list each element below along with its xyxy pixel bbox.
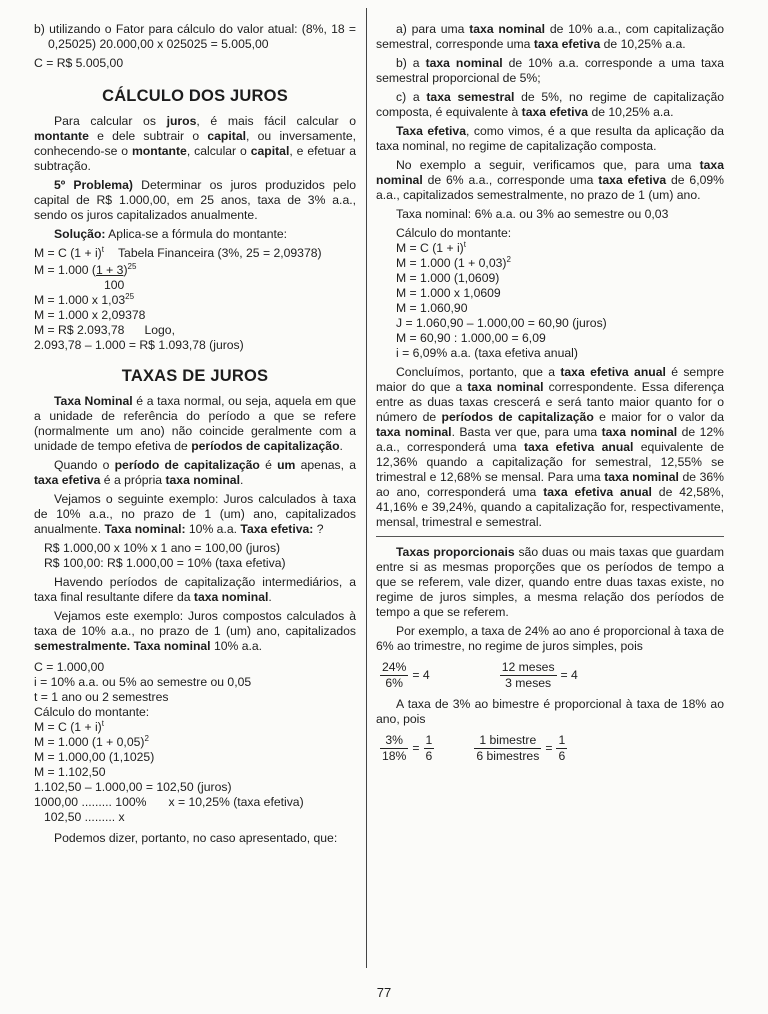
fraction bbox=[556, 733, 567, 764]
page-number: 77 bbox=[376, 985, 392, 1000]
calc-line-6: 2.093,78 – 1.000 = R$ 1.093,78 (juros) bbox=[34, 338, 244, 352]
ex2-m5: 1.102,50 – 1.000,00 = 102,50 (juros) bbox=[34, 780, 232, 794]
denominator: 6% bbox=[385, 676, 404, 690]
column-divider bbox=[366, 8, 367, 968]
ex2-m6: 1000,00 ......... 100% x = 10,25% (taxa efetiva) bbox=[34, 795, 304, 809]
final-paragraph: Podemos dizer, portanto, no caso apresentado, que: bbox=[54, 831, 338, 845]
right-column bbox=[376, 22, 724, 770]
denominator: 6 bbox=[558, 749, 566, 763]
ex2-m2: M = 1.000 $(1 + 0,05)^2$ bbox=[34, 733, 149, 749]
ex2-m7: 102,50 ......... x bbox=[44, 810, 125, 824]
heading-taxas-juros: TAXAS DE JUROS bbox=[121, 367, 269, 385]
problema-5: 5º Problema) Determinar os juros produzidos pelo capital de R$ 1.000,00, em 25 anos, taxa de 3% a.a., sendo os juros capitalizados anualmente. bbox=[34, 178, 356, 222]
proporcionais-paragraph: Taxas proporcionais são duas ou mais taxas que guardam entre si as mesmas proporções que os períodos de tempo a que se referem, vale dizer, quando entre duas taxas existe, no regime de juros simples, a mesma relação dos períodos de tempo a que se referem. bbox=[376, 545, 724, 619]
rc-l8: i = 6,09% a.a. (taxa efetiva anual) bbox=[396, 346, 578, 360]
item-b: b) utilizando o Fator para cálculo do valor atual: (8%, 18 = 0,25025) 20.000,00 x 025025 = 5.005,00 bbox=[34, 22, 356, 51]
section-rule bbox=[376, 536, 724, 537]
item-c-right: c) a taxa semestral de 5%, no regime de capitalização composta, é equivalente à taxa efetiva de 10,25% a.a. bbox=[376, 90, 724, 119]
ex2-calc-title: Cálculo do montante: bbox=[34, 705, 150, 719]
concluimos-paragraph: Concluímos, portanto, que a taxa efetiva anual é sempre maior do que a taxa nominal correspondente. Essa diferença entre as duas taxas crescerá e será tanto maior quanto for o número de períodos de capitalização e maior for o valor da taxa nominal. Basta ver que, para uma taxa nominal de 12% a.a., corresponderá uma taxa efetiva anual equivalente de 12,36% quando a capitalização for semestral, 12,55% se trimestral e 12,68% se mensal. Para uma taxa nominal de 36% ao ano, corresponderá uma taxa efetiva anual de 42,58%, 41,16% e 39,24%, quando a capitalização for, respectivamente, mensal, trimestral e semestral. bbox=[376, 365, 725, 529]
heading-calculo-juros: CÁLCULO DOS JUROS bbox=[102, 87, 288, 105]
por-exemplo-paragraph: Por exemplo, a taxa de 24% ao ano é proporcional à taxa de 6% ao trimestre, no regime de juros simples, pois bbox=[376, 624, 724, 653]
exemplo-right: No exemplo a seguir, verificamos que, para uma taxa nominal de 6% a.a., corresponde uma taxa efetiva de 6,09% a.a., capitalizados semestralmente, no prazo de 1 (um) ano. bbox=[376, 158, 724, 202]
ex2-m3: M = 1.000,00 (1,1025) bbox=[34, 750, 155, 764]
rc-l7: M = 60,90 : 1.000,00 = 6,09 bbox=[396, 331, 546, 345]
fraction-24-6 bbox=[380, 660, 430, 691]
calc-line-2-den: 100 bbox=[104, 278, 125, 292]
taxa-nominal-line: Taxa nominal: 6% a.a. ou 3% ao semestre ou 0,03 bbox=[396, 207, 669, 221]
numerator: 24% bbox=[382, 660, 407, 674]
numerator: 1 bbox=[425, 733, 433, 747]
juros-intro: Para calcular os juros, é mais fácil calcular o montante e dele subtrair o capital, ou inversamente, conhecendo-se o montante, calcular o capital, e efetuar a subtração. bbox=[34, 114, 357, 173]
equals-sign: = bbox=[412, 741, 420, 755]
ex1-line-2: R$ 100,00: R$ 1.000,00 = 10% (taxa efetiva) bbox=[44, 556, 286, 570]
calc-line-1: M = C $(1 + i)^t$ Tabela Financeira (3%, 25 = 2,09378) bbox=[34, 244, 322, 260]
fraction bbox=[380, 660, 408, 691]
quando-paragraph: Quando o período de capitalização é um apenas, a taxa efetiva é a própria taxa nominal. bbox=[34, 458, 356, 487]
fraction bbox=[424, 733, 435, 764]
fraction-row-1 bbox=[380, 660, 724, 691]
numerator: 12 meses bbox=[501, 660, 555, 674]
fraction-result: = 4 bbox=[412, 668, 430, 682]
right-calc bbox=[376, 226, 724, 361]
calc-line-4: M = 1.000 x 2,09378 bbox=[34, 308, 146, 322]
item-a: a) para uma taxa nominal de 10% a.a., com capitalização semestral, corresponde uma taxa efetiva de 10,25% a.a. bbox=[376, 22, 724, 51]
ex2-calc bbox=[34, 660, 356, 825]
calc-juros bbox=[34, 246, 356, 353]
ex2-m4: M = 1.102,50 bbox=[34, 765, 106, 779]
fraction bbox=[500, 660, 557, 691]
item-b-right: b) a taxa nominal de 10% a.a. corresponde a uma taxa semestral proporcional de 5%; bbox=[376, 56, 725, 85]
ex2-c: C = 1.000,00 bbox=[34, 660, 105, 674]
rc-l1: M = C $(1 + i)^t$ bbox=[396, 239, 466, 255]
fraction bbox=[380, 733, 408, 764]
solucao: Solução: Aplica-se a fórmula do montante: bbox=[54, 227, 288, 241]
ex2-m1: M = C $(1 + i)^t$ bbox=[34, 718, 104, 734]
result-c: C = R$ 5.005,00 bbox=[34, 56, 124, 70]
fraction bbox=[474, 733, 541, 764]
taxa-nominal-def: Taxa Nominal é a taxa normal, ou seja, aquela em que a unidade de referência do período a que se refere (normalmente um ano) não coincide geralmente com a unidade de tempo efetiva de períodos de capitalização. bbox=[34, 394, 356, 453]
exemplo-2: Vejamos este exemplo: Juros compostos calculados à taxa de 10% a.a., no prazo de 1 (um) ano, capitalizados semestralmente. Taxa nominal 10% a.a. bbox=[34, 609, 356, 653]
rc-l5: M = 1.060,90 bbox=[396, 301, 468, 315]
fraction-bimestre bbox=[474, 733, 567, 764]
denominator: 18% bbox=[382, 749, 407, 763]
denominator: 6 bimestres bbox=[476, 749, 540, 763]
taxa-efetiva-def: Taxa efetiva, como vimos, é a que resulta da aplicação da taxa nominal, no regime de capitalização composta. bbox=[376, 124, 724, 153]
numerator: 1 bimestre bbox=[474, 733, 541, 749]
rc-title: Cálculo do montante: bbox=[396, 226, 512, 240]
numerator: 1 bbox=[558, 733, 566, 747]
rc-l3: M = 1.000 (1,0609) bbox=[396, 271, 500, 285]
calc-line-3: M = 1.000 x 1,03$^{25}$ bbox=[34, 291, 135, 307]
taxa-3-paragraph: A taxa de 3% ao bimestre é proporcional à taxa de 18% ao ano, pois bbox=[376, 697, 724, 726]
exemplo-1: Vejamos o seguinte exemplo: Juros calculados à taxa de 10% a.a., no prazo de 1 (um) ano, capitalizados anualmente. Taxa nominal: 10% a.a. Taxa efetiva: ? bbox=[34, 492, 356, 536]
numerator: 3% bbox=[380, 733, 408, 749]
rc-l6: J = 1.060,90 – 1.000,00 = 60,90 (juros) bbox=[396, 316, 607, 330]
rc-l2: M = 1.000 $(1 + 0,03)^2$ bbox=[396, 254, 511, 270]
calc-line-2: M = 1.000 $(1 + 3)^{25}$ bbox=[34, 261, 137, 277]
ex2-t: t = 1 ano ou 2 semestres bbox=[34, 690, 169, 704]
ex1-line-1: R$ 1.000,00 x 10% x 1 ano = 100,00 (juros) bbox=[44, 541, 281, 555]
calc-line-5: M = R$ 2.093,78 Logo, bbox=[34, 323, 175, 337]
havendo-paragraph: Havendo períodos de capitalização intermediários, a taxa final resultante difere da taxa nominal. bbox=[34, 575, 356, 604]
fraction-result: = 4 bbox=[560, 668, 578, 682]
fraction-3-18 bbox=[380, 733, 434, 764]
fraction-12-3 bbox=[500, 660, 578, 691]
denominator: 3 meses bbox=[505, 676, 552, 690]
left-column bbox=[34, 22, 356, 850]
ex2-i: i = 10% a.a. ou 5% ao semestre ou 0,05 bbox=[34, 675, 252, 689]
denominator: 6 bbox=[425, 749, 433, 763]
equals-sign: = bbox=[545, 741, 553, 755]
fraction-row-2 bbox=[380, 733, 724, 764]
rc-l4: M = 1.000 x 1,0609 bbox=[396, 286, 501, 300]
